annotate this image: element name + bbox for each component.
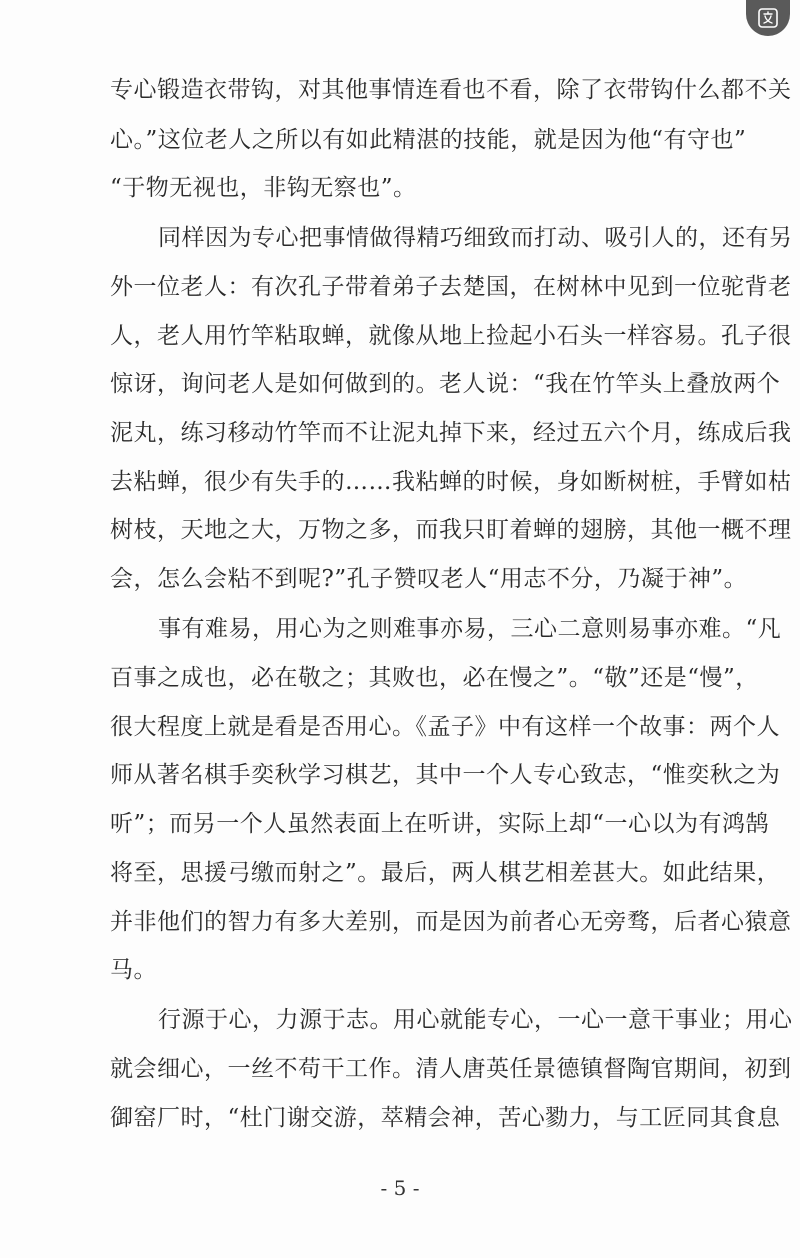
text-line: 专心锻造衣带钩，对其他事情连看也不看，除了衣带钩什么都不关	[110, 77, 792, 103]
text-line: 泥丸，练习移动竹竿而不让泥丸掉下来，经过五六个月，练成后我	[110, 420, 792, 446]
translate-icon	[757, 7, 779, 29]
text-line: 会，怎么会粘不到呢?”孔子赞叹老人“用志不分，乃凝于神”。	[110, 566, 748, 592]
text-line: 听”；而另一个人虽然表面上在听讲，实际上却“一心以为有鸿鹄	[110, 811, 770, 837]
text-line: 外一位老人：有次孔子带着弟子去楚国，在树林中见到一位驼背老	[110, 274, 792, 300]
text-line: 行源于心，力源于志。用心就能专心，一心一意干事业；用心	[158, 1007, 793, 1033]
text-line: 惊讶，询问老人是如何做到的。老人说：“我在竹竿头上叠放两个	[110, 371, 781, 397]
text-line: 人，老人用竹竿粘取蝉，就像从地上捡起小石头一样容易。孔子很	[110, 323, 792, 349]
text-line: 很大程度上就是看是否用心。《孟子》中有这样一个故事：两个人	[110, 714, 780, 740]
text-line: 马。	[110, 957, 157, 983]
page-number: - 5 -	[380, 1176, 420, 1200]
text-line: 事有难易，用心为之则难事亦易，三心二意则易事亦难。“凡	[158, 616, 782, 642]
text-line: 御窑厂时，“杜门谢交游，萃精会神，苦心勠力，与工匠同其食息	[110, 1105, 781, 1131]
text-line: 百事之成也，必在敬之；其败也，必在慢之”。“敬”还是“慢”，	[110, 665, 759, 691]
text-line: 将至，思援弓缴而射之”。最后，两人棋艺相差甚大。如此结果，	[110, 860, 781, 886]
text-line: 心。”这位老人之所以有如此精湛的技能，就是因为他“有守也”	[110, 127, 747, 153]
text-line: 去粘蝉，很少有失手的……我粘蝉的时候，身如断树桩，手臂如枯	[110, 469, 792, 495]
text-line: 树枝，天地之大，万物之多，而我只盯着蝉的翅膀，其他一概不理	[110, 517, 792, 543]
text-line: “于物无视也，非钩无察也”。	[110, 175, 417, 201]
text-line: 同样因为专心把事情做得精巧细致而打动、吸引人的，还有另	[158, 225, 793, 251]
text-line: 并非他们的智力有多大差别，而是因为前者心无旁骛，后者心猿意	[110, 909, 792, 935]
text-line: 就会细心，一丝不苟干工作。清人唐英任景德镇督陶官期间，初到	[110, 1056, 792, 1082]
text-line: 师从著名棋手奕秋学习棋艺，其中一个人专心致志，“惟奕秋之为	[110, 762, 781, 788]
